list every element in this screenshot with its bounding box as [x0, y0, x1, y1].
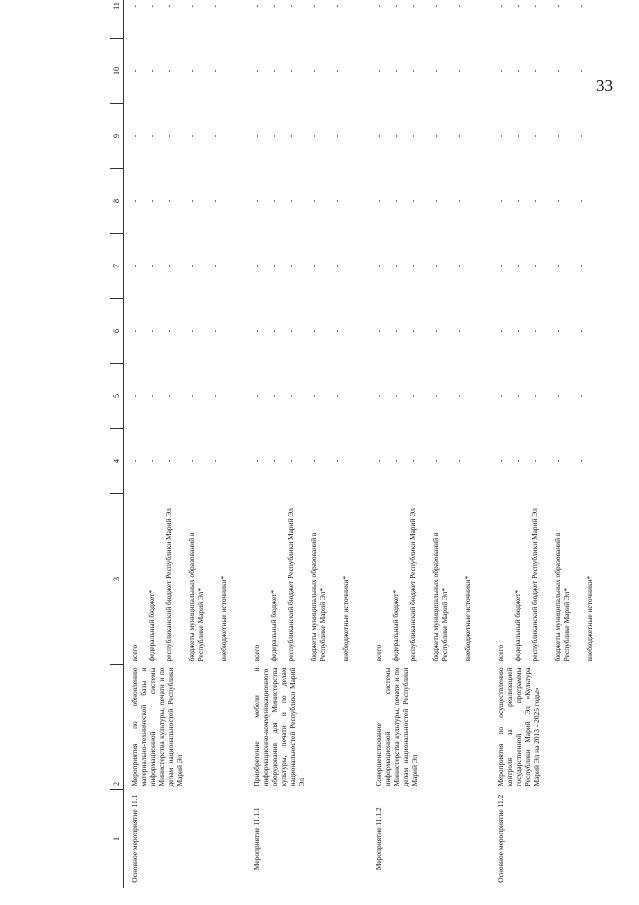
column-header-5: 5 — [110, 364, 124, 429]
funding-source-total: всего — [496, 644, 505, 662]
value-cell: - — [187, 134, 196, 138]
value-cell: - — [286, 264, 295, 268]
value-cell: - — [553, 394, 562, 398]
value-column-9 — [124, 104, 247, 169]
value-cell: - — [269, 459, 278, 463]
value-cell: - — [269, 134, 278, 138]
value-cell: - — [553, 264, 562, 268]
value-cell: - — [164, 394, 173, 398]
column-header-3: 3 — [110, 494, 124, 665]
value-cell: - — [576, 199, 585, 203]
value-cell: - — [408, 134, 417, 138]
value-cell: - — [252, 134, 261, 138]
value-cell: - — [130, 459, 139, 463]
value-cell: - — [147, 69, 156, 73]
page-number: 33 — [596, 76, 613, 95]
funding-sources — [490, 494, 612, 665]
value-cell: - — [164, 5, 173, 8]
funding-source-republic: республиканский бюджет Республики Марий Эл — [164, 508, 173, 662]
value-cell: - — [147, 329, 156, 333]
table-body — [124, 0, 613, 888]
value-cell: - — [374, 5, 383, 8]
value-cell: - — [187, 69, 196, 73]
value-cell: - — [431, 134, 440, 138]
table-row — [490, 0, 612, 888]
value-cell: - — [332, 69, 341, 73]
value-cell: - — [431, 459, 440, 463]
value-cell: - — [513, 264, 522, 268]
value-cell: - — [286, 394, 295, 398]
activity-name: Совершенствование информационной системы Министерства культуры, печати и по делам национальностей Республики Марий Эл — [374, 667, 419, 787]
value-cell: - — [391, 329, 400, 333]
value-cell: - — [513, 69, 522, 73]
value-cell: - — [309, 394, 318, 398]
value-cell: - — [454, 264, 463, 268]
value-cell: - — [286, 199, 295, 203]
value-cell: - — [391, 134, 400, 138]
value-cell: - — [286, 329, 295, 333]
value-cell: - — [187, 459, 196, 463]
value-cell: - — [147, 394, 156, 398]
activity-name: Мероприятия по обновлению материально-технической базы и информационной системы Министерства культуры, печати и по делам национальностей Республики Марий Эл — [130, 667, 184, 787]
value-cell: - — [576, 264, 585, 268]
value-cell: - — [210, 134, 219, 138]
funding-source-offbudget: внебюджетные источники* — [463, 575, 472, 662]
value-cell: - — [513, 199, 522, 203]
value-cell: - — [530, 199, 539, 203]
value-cell: - — [374, 134, 383, 138]
value-cell: - — [391, 394, 400, 398]
value-column-7 — [246, 234, 368, 299]
value-cell: - — [553, 199, 562, 203]
value-cell: - — [408, 264, 417, 268]
value-cell: - — [164, 459, 173, 463]
value-cell: - — [431, 329, 440, 333]
funding-source-total: всего — [374, 644, 383, 662]
value-cell: - — [130, 264, 139, 268]
value-cell: - — [252, 69, 261, 73]
activity-name: Мероприятия по осуществлению контроля за реализацией государственной программы Республики Марий Эл «Культура Марий Эл на 2013 - 2025 годы» — [496, 667, 541, 787]
funding-source-federal: федеральный бюджет* — [147, 589, 156, 662]
value-column-7 — [124, 234, 247, 299]
value-cell: - — [496, 329, 505, 333]
value-column-8 — [124, 169, 247, 234]
funding-source-republic: республиканский бюджет Республики Марий Эл — [530, 508, 539, 662]
activity-code: Основное мероприятие 11.1 — [130, 794, 139, 883]
value-cell: - — [187, 199, 196, 203]
value-cell: - — [513, 329, 522, 333]
value-cell: - — [454, 69, 463, 73]
value-cell: - — [309, 5, 318, 8]
value-cell: - — [530, 5, 539, 8]
value-cell: - — [408, 394, 417, 398]
value-cell: - — [286, 134, 295, 138]
value-cell: - — [309, 329, 318, 333]
value-cell: - — [530, 394, 539, 398]
table-row — [246, 0, 368, 888]
value-cell: - — [147, 199, 156, 203]
value-cell: - — [496, 394, 505, 398]
value-cell: - — [210, 69, 219, 73]
value-cell: - — [130, 199, 139, 203]
value-cell: - — [252, 459, 261, 463]
value-cell: - — [431, 199, 440, 203]
value-cell: - — [553, 459, 562, 463]
value-column-8 — [246, 169, 368, 234]
value-cell: - — [164, 264, 173, 268]
value-cell: - — [454, 199, 463, 203]
value-cell: - — [147, 5, 156, 8]
value-cell: - — [374, 199, 383, 203]
value-cell: - — [431, 394, 440, 398]
funding-source-total: всего — [252, 644, 261, 662]
value-cell: - — [147, 264, 156, 268]
value-column-6 — [124, 299, 247, 364]
value-cell: - — [332, 5, 341, 8]
value-cell: - — [391, 459, 400, 463]
value-cell: - — [130, 134, 139, 138]
value-cell: - — [269, 264, 278, 268]
value-cell: - — [530, 69, 539, 73]
value-column-11 — [490, 0, 612, 39]
value-cell: - — [530, 329, 539, 333]
value-column-4 — [490, 429, 612, 494]
column-header-7: 7 — [110, 234, 124, 299]
value-cell: - — [496, 69, 505, 73]
funding-source-offbudget: внебюджетные источники* — [585, 575, 594, 662]
value-cell: - — [513, 459, 522, 463]
value-cell: - — [252, 394, 261, 398]
value-cell: - — [553, 329, 562, 333]
value-cell: - — [269, 199, 278, 203]
value-cell: - — [513, 5, 522, 8]
value-cell: - — [210, 459, 219, 463]
value-column-11 — [368, 0, 490, 39]
value-column-5 — [368, 364, 490, 429]
budget-table — [110, 0, 612, 888]
funding-sources — [368, 494, 490, 665]
value-column-9 — [368, 104, 490, 169]
value-cell: - — [576, 134, 585, 138]
value-column-10 — [124, 39, 247, 104]
value-cell: - — [454, 329, 463, 333]
column-header-4: 4 — [110, 429, 124, 494]
funding-source-offbudget: внебюджетные источники* — [341, 575, 350, 662]
value-cell: - — [408, 329, 417, 333]
value-cell: - — [553, 5, 562, 8]
column-header-6: 6 — [110, 299, 124, 364]
funding-sources — [124, 494, 247, 665]
value-cell: - — [553, 69, 562, 73]
value-cell: - — [332, 134, 341, 138]
value-cell: - — [309, 69, 318, 73]
value-column-6 — [368, 299, 490, 364]
value-column-10 — [246, 39, 368, 104]
value-cell: - — [286, 5, 295, 8]
value-cell: - — [130, 329, 139, 333]
value-cell: - — [408, 459, 417, 463]
value-cell: - — [286, 459, 295, 463]
value-cell: - — [530, 264, 539, 268]
value-cell: - — [530, 134, 539, 138]
value-column-8 — [368, 169, 490, 234]
value-cell: - — [431, 264, 440, 268]
value-cell: - — [309, 459, 318, 463]
value-cell: - — [210, 329, 219, 333]
funding-source-total: всего — [130, 644, 139, 662]
funding-source-federal: федеральный бюджет* — [269, 589, 278, 662]
value-cell: - — [332, 264, 341, 268]
value-cell: - — [391, 69, 400, 73]
value-cell: - — [513, 134, 522, 138]
value-column-6 — [246, 299, 368, 364]
value-cell: - — [130, 5, 139, 8]
column-header-2: 2 — [110, 665, 124, 790]
value-cell: - — [496, 199, 505, 203]
table-row — [368, 0, 490, 888]
value-cell: - — [164, 134, 173, 138]
value-cell: - — [286, 69, 295, 73]
activity-code: Мероприятие 11.1.1 — [252, 807, 261, 871]
value-cell: - — [408, 5, 417, 8]
column-header-10: 10 — [110, 39, 124, 104]
value-cell: - — [408, 199, 417, 203]
table-row — [124, 0, 247, 888]
value-cell: - — [576, 5, 585, 8]
value-cell: - — [576, 459, 585, 463]
value-cell: - — [210, 264, 219, 268]
value-cell: - — [269, 329, 278, 333]
funding-source-republic: республиканский бюджет Республики Марий Эл — [286, 508, 295, 662]
value-cell: - — [309, 199, 318, 203]
value-column-5 — [490, 364, 612, 429]
value-cell: - — [130, 394, 139, 398]
value-cell: - — [147, 134, 156, 138]
value-cell: - — [431, 69, 440, 73]
value-column-11 — [124, 0, 247, 39]
value-cell: - — [374, 69, 383, 73]
value-cell: - — [187, 5, 196, 8]
column-header-9: 9 — [110, 104, 124, 169]
value-cell: - — [513, 394, 522, 398]
value-cell: - — [269, 5, 278, 8]
value-cell: - — [408, 69, 417, 73]
value-column-5 — [124, 364, 247, 429]
value-column-9 — [246, 104, 368, 169]
column-header-11: 11 — [110, 0, 124, 39]
value-cell: - — [332, 329, 341, 333]
funding-source-offbudget: внебюджетные источники* — [219, 575, 228, 662]
value-cell: - — [454, 459, 463, 463]
value-cell: - — [332, 394, 341, 398]
funding-source-republic: республиканский бюджет Республики Марий Эл — [408, 508, 417, 662]
value-cell: - — [187, 264, 196, 268]
value-cell: - — [269, 69, 278, 73]
value-cell: - — [391, 199, 400, 203]
value-cell: - — [576, 69, 585, 73]
value-cell: - — [164, 329, 173, 333]
value-column-10 — [490, 39, 612, 104]
value-cell: - — [210, 5, 219, 8]
value-cell: - — [454, 5, 463, 8]
value-cell: - — [332, 199, 341, 203]
value-cell: - — [576, 394, 585, 398]
value-cell: - — [309, 264, 318, 268]
value-cell: - — [269, 394, 278, 398]
value-cell: - — [374, 394, 383, 398]
value-cell: - — [210, 199, 219, 203]
activity-code: Мероприятие 11.1.2 — [374, 807, 383, 871]
value-cell: - — [210, 394, 219, 398]
value-cell: - — [374, 329, 383, 333]
value-cell: - — [454, 394, 463, 398]
header-row — [110, 0, 124, 888]
activity-code: Основное мероприятие 11.2 — [496, 794, 505, 883]
funding-source-municipal: бюджеты муниципальных образований в Республике Марий Эл* — [309, 532, 327, 662]
funding-source-municipal: бюджеты муниципальных образований в Республике Марий Эл* — [431, 532, 449, 662]
funding-source-municipal: бюджеты муниципальных образований в Республике Марий Эл* — [553, 532, 571, 662]
value-column-4 — [368, 429, 490, 494]
value-cell: - — [391, 264, 400, 268]
value-cell: - — [187, 394, 196, 398]
value-cell: - — [147, 459, 156, 463]
value-cell: - — [431, 5, 440, 8]
column-header-1: 1 — [110, 790, 124, 889]
value-cell: - — [391, 5, 400, 8]
value-column-8 — [490, 169, 612, 234]
value-cell: - — [496, 264, 505, 268]
value-cell: - — [164, 199, 173, 203]
activity-name: Приобретение мебели и информационно-коммуникационного оборудования для Министерства культуры, печати и по делам национальностей Республики Марий Эл — [252, 667, 306, 787]
value-cell: - — [374, 459, 383, 463]
value-column-4 — [124, 429, 247, 494]
value-column-4 — [246, 429, 368, 494]
value-cell: - — [252, 199, 261, 203]
value-cell: - — [496, 5, 505, 8]
value-cell: - — [576, 329, 585, 333]
value-cell: - — [309, 134, 318, 138]
value-column-10 — [368, 39, 490, 104]
funding-source-municipal: бюджеты муниципальных образований в Республике Марий Эл* — [187, 532, 205, 662]
value-column-7 — [490, 234, 612, 299]
value-cell: - — [374, 264, 383, 268]
value-cell: - — [187, 329, 196, 333]
column-header-8: 8 — [110, 169, 124, 234]
value-cell: - — [164, 69, 173, 73]
value-cell: - — [553, 134, 562, 138]
value-cell: - — [252, 264, 261, 268]
value-cell: - — [496, 459, 505, 463]
value-column-5 — [246, 364, 368, 429]
funding-source-federal: федеральный бюджет* — [513, 589, 522, 662]
value-cell: - — [530, 459, 539, 463]
value-cell: - — [454, 134, 463, 138]
value-cell: - — [252, 329, 261, 333]
funding-source-federal: федеральный бюджет* — [391, 589, 400, 662]
value-column-9 — [490, 104, 612, 169]
value-cell: - — [252, 5, 261, 8]
value-cell: - — [332, 459, 341, 463]
value-column-7 — [368, 234, 490, 299]
funding-sources — [246, 494, 368, 665]
value-column-11 — [246, 0, 368, 39]
value-cell: - — [130, 69, 139, 73]
value-column-6 — [490, 299, 612, 364]
value-cell: - — [496, 134, 505, 138]
